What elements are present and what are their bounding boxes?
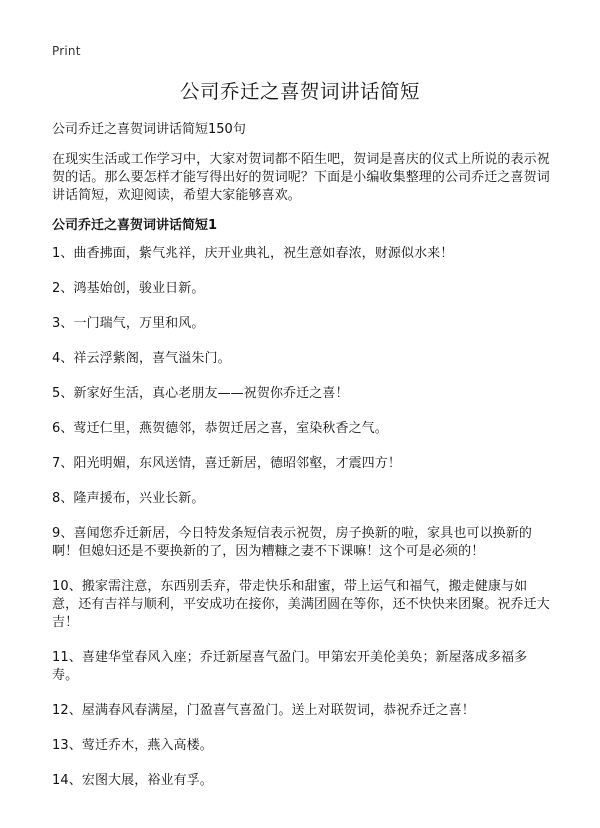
list-item: 11、喜建华堂春风入座；乔迁新屋喜气盈门。甲第宏开美伦美奂；新屋落成多福多寿。 [52, 650, 528, 683]
list-item: 5、新家好生活，真心老朋友——祝贺你乔迁之喜！ [52, 386, 349, 401]
list-item: 7、阳光明媚，东风送情，喜迁新居，德昭邻壑，才震四方！ [52, 456, 401, 471]
list-item: 1、曲香拂面，紫气兆祥，庆开业典礼，祝生意如春浓，财源似水来！ [52, 246, 454, 261]
list-item: 12、屋满春风春满屋，门盈喜气喜盈门。送上对联贺词，恭祝乔迁之喜！ [52, 703, 475, 718]
list-item: 3、一门瑞气，万里和风。 [52, 316, 205, 331]
list-item: 13、莺迁乔木，燕入高楼。 [52, 738, 213, 753]
list-item: 8、隆声援布，兴业长新。 [52, 491, 205, 506]
print-label: Print [52, 44, 81, 58]
document-subtitle: 公司乔迁之喜贺词讲话简短150句 [52, 122, 246, 137]
intro-paragraph: 在现实生活或工作学习中，大家对贺词都不陌生吧，贺词是喜庆的仪式上所说的表示祝贺的话。那么要怎样才能写得出好的贺词呢？下面是小编收集整理的公司乔迁之喜贺词讲话简短，欢迎阅读，希望大家能够喜欢。 [52, 152, 550, 203]
list-item: 10、搬家需注意，东西别丢弃，带走快乐和甜蜜，带上运气和福气，搬走健康与如意，还有吉祥与顺利，平安成功在接你，美满团圆在等你，还不快快来团聚。祝乔迁大吉！ [52, 579, 550, 630]
section-heading: 公司乔迁之喜贺词讲话简短1 [52, 218, 218, 233]
list-item: 14、宏图大展，裕业有孚。 [52, 773, 213, 788]
list-item: 4、祥云浮紫阁，喜气溢朱门。 [52, 351, 231, 366]
page-title: 公司乔迁之喜贺词讲话简短 [179, 80, 420, 103]
list-item: 6、莺迁仁里，燕贺德邻，恭贺迁居之喜，室染秋香之气。 [52, 421, 388, 436]
list-item: 9、喜闻您乔迁新居，今日特发条短信表示祝贺，房子换新的啦，家具也可以换新的啊！但媳妇还是不要换新的了，因为糟糠之妻不下课嘛！这个可是必须的！ [52, 526, 532, 559]
list-item: 2、鸿基始创，骏业日新。 [52, 281, 205, 296]
document-body [52, 120, 552, 807]
